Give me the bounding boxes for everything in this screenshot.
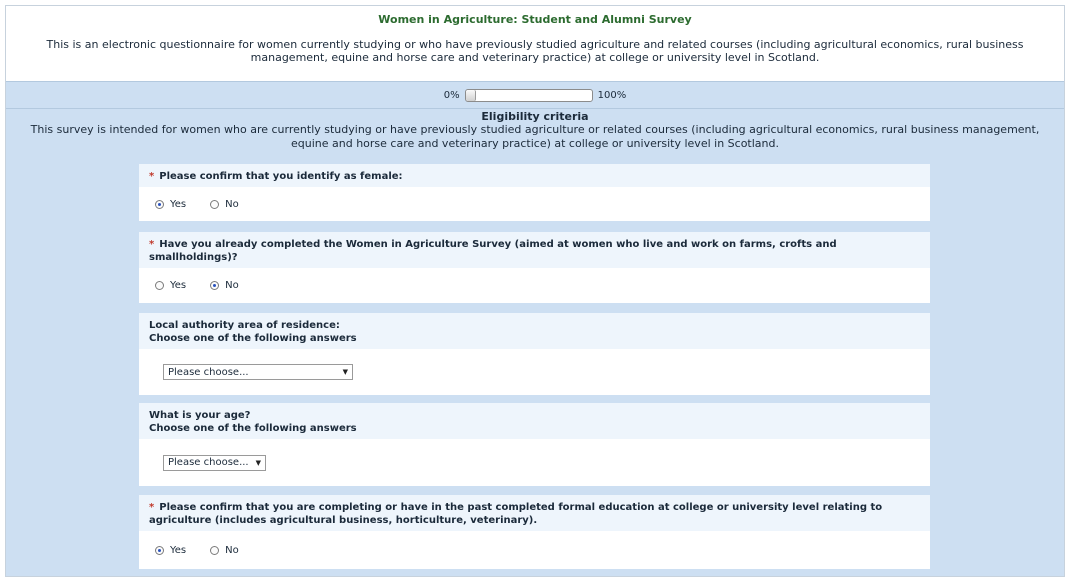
radio-label-no: No [225,544,239,556]
required-asterisk: * [149,171,155,182]
progress-bar [465,89,593,102]
progress-cap [466,90,476,101]
question-header [139,313,930,349]
survey-header [6,6,1064,81]
question-header [139,403,930,439]
progress-row [6,81,1064,109]
question-header [139,164,930,187]
survey-frame [5,5,1065,577]
age-select[interactable] [163,455,266,471]
required-asterisk: * [149,502,155,513]
question-header [139,495,930,531]
question-formal-education [139,495,930,569]
radio-option-no[interactable] [210,280,239,291]
question-header [139,232,930,268]
radio-option-no[interactable] [210,199,239,210]
question-text: Have you already completed the Women in Agriculture Survey (aimed at women who live and work on farms, crofts and smallholdings)? [149,239,837,263]
radio-label-yes: Yes [170,198,187,210]
radio-yes-checked[interactable] [155,546,164,555]
dropdown-arrow-icon[interactable]: ▼ [342,368,348,376]
question-text: Local authority area of residence: [149,320,340,331]
question-identify-female [139,164,930,221]
answer-area [139,268,930,303]
select-value: Please choose... [168,366,249,378]
question-age [139,403,930,486]
question-help: Choose one of the following answers [149,423,357,434]
radio-label-no: No [225,198,239,210]
group-description: This survey is intended for women who are currently studying or have previously studied agriculture or related courses (including agricultural economics, rural business management, equine and horse care and veterinary practice) at college or university level in Scotland. [30,123,1040,150]
required-asterisk: * [149,239,155,250]
answer-area [139,531,930,569]
question-completed-wia-survey [139,232,930,303]
question-text: Please confirm that you identify as female: [159,171,403,182]
question-text: What is your age? [149,410,251,421]
radio-option-yes[interactable] [155,199,186,210]
progress-end-label: 100% [597,89,627,101]
progress-start-label: 0% [443,89,460,101]
answer-area [139,439,930,486]
question-local-authority [139,313,930,395]
radio-option-yes[interactable] [155,545,186,556]
radio-option-no[interactable] [210,545,239,556]
radio-label-yes: Yes [170,280,187,291]
radio-no[interactable] [210,546,219,555]
answer-area [139,349,930,395]
local-authority-select[interactable] [163,364,353,380]
radio-no[interactable] [210,200,219,209]
radio-option-yes[interactable] [155,280,186,291]
question-help: Choose one of the following answers [149,333,357,344]
select-value: Please choose... [168,457,249,468]
radio-yes[interactable] [155,281,164,290]
radio-yes-checked[interactable] [155,200,164,209]
dropdown-arrow-icon[interactable]: ▼ [255,458,261,467]
radio-label-yes: Yes [170,544,187,556]
radio-label-no: No [225,280,239,291]
question-text: Please confirm that you are completing or have in the past completed formal education at college or university level relating to agriculture (includes agricultural business, horticulture, veterinary). [149,502,883,526]
radio-no-checked[interactable] [210,281,219,290]
group-title: Eligibility criteria [481,110,589,123]
eligibility-group [6,109,1064,577]
survey-description: This is an electronic questionnaire for women currently studying or who have previously studied agriculture and related courses (including agricultural economics, rural business management, equine and horse care and veterinary practice) at college or university level in Scotland. [46,38,1024,64]
answer-area [139,187,930,221]
survey-title: Women in Agriculture: Student and Alumni Survey [378,13,692,26]
